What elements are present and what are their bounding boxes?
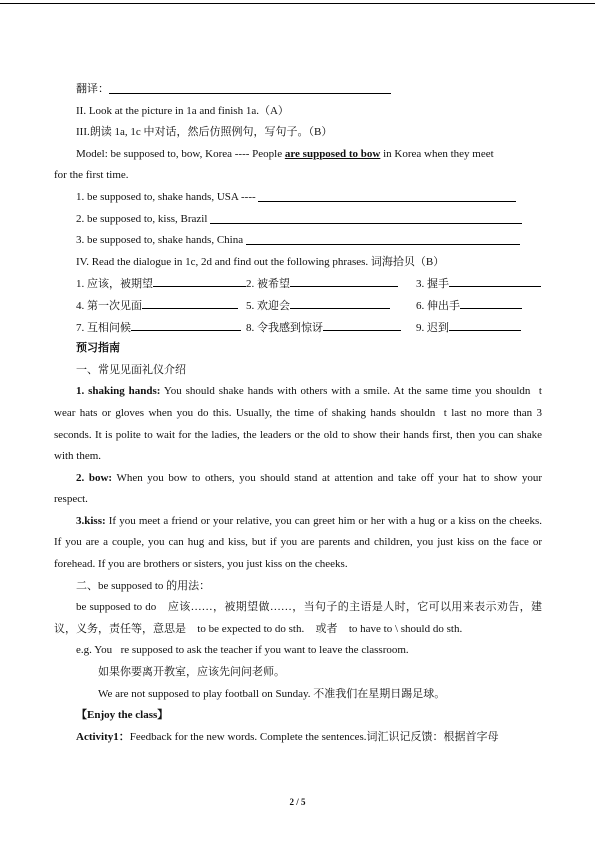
item-1-text: 1. be supposed to, shake hands, USA ---- — [76, 190, 256, 203]
paragraph-body: If you meet a friend or your relative, you can greet him or her with a hug or a kiss on the cheeks. If you are a couple, you can hug and kiss, but if you are parents and children, you just kiss on the face or forehead. If you are brothers or sisters, you just kiss on the cheeks. — [54, 514, 542, 571]
phrase-label: 6. 伸出手 — [416, 299, 460, 312]
paragraph-kiss — [54, 511, 542, 576]
phrase-label: 2. 被希望 — [246, 278, 290, 291]
section-1-heading: 一、常见见面礼仪介绍 — [76, 363, 186, 376]
task-4: IV. Read the dialogue in 1c, 2d and find out the following phrases. 词海拾贝（B） — [76, 255, 445, 268]
page-number: 2 / 5 — [289, 797, 306, 807]
translate-label: 翻译： — [76, 83, 109, 95]
document-page — [54, 79, 542, 748]
answer-blank[interactable] — [323, 317, 401, 331]
example-1: e.g. You re supposed to ask the teacher if you want to leave the classroom. — [76, 644, 409, 657]
paragraph-body: When you bow to others, you should stand at attention and take off your hat to show your respect. — [54, 471, 542, 506]
item-2-text: 2. be supposed to, kiss, Brazil — [76, 212, 208, 225]
item-3 — [54, 230, 542, 252]
phrase-label: 8. 令我感到惊讶 — [246, 321, 323, 334]
answer-blank[interactable] — [290, 273, 398, 287]
phrase-row — [54, 317, 542, 339]
answer-blank[interactable] — [258, 188, 516, 202]
translate-line — [54, 79, 542, 101]
phrase-label: 4. 第一次见面 — [76, 299, 142, 312]
task-3: III.朗读 1a, 1c 中对话，然后仿照例句，写句子。（B） — [76, 126, 333, 139]
phrase-label: 5. 欢迎会 — [246, 299, 290, 312]
usage-paragraph: be supposed to do  应该……，被期望做……，当句子的主语是人时，它可以用来表示劝告，建议，义务，责任等，意思是  to be expected to do sth.  或者  to have to \ should do sth.  — [54, 601, 542, 635]
answer-blank[interactable] — [142, 295, 238, 309]
paragraph-head: 1. shaking hands: — [76, 385, 161, 398]
phrase-label: 3. 握手 — [416, 278, 449, 291]
paragraph-head: 2. bow: — [76, 471, 113, 484]
activity-head: Activity1： — [76, 730, 130, 743]
answer-blank[interactable] — [246, 231, 520, 245]
paragraph-bow — [54, 468, 542, 511]
guide-title: 预习指南 — [76, 342, 120, 355]
phrase-label: 1. 应该，被期望 — [76, 278, 153, 291]
answer-blank[interactable] — [449, 273, 541, 287]
answer-blank[interactable] — [109, 80, 391, 94]
phrase-label: 9. 迟到 — [416, 321, 449, 334]
answer-blank[interactable] — [449, 317, 521, 331]
paragraph-head: 3.kiss: — [76, 514, 106, 527]
model-line — [54, 144, 542, 166]
model-suffix: in Korea when they meet — [380, 147, 494, 160]
phrase-label: 7. 互相问候 — [76, 321, 131, 334]
answer-blank[interactable] — [153, 273, 246, 287]
phrase-row — [54, 295, 542, 317]
paragraph-body: You should shake hands with others with a smile. At the same time you shouldn t wear hats or gloves when you do this. Usually, the time of shaking hands shouldn t last no more than 3 seconds. It is polite to wait for the ladies, the leaders or the old to show their hands first, then you can shake with them. — [54, 385, 542, 463]
answer-blank[interactable] — [290, 295, 390, 309]
model-prefix: Model: be supposed to, bow, Korea ---- People — [76, 147, 285, 160]
model-cont: for the first time. — [54, 169, 129, 182]
phrase-row — [54, 273, 542, 295]
model-bold: are supposed to bow — [284, 147, 381, 160]
task-2: II. Look at the picture in 1a and finish 1a.（A） — [76, 104, 289, 117]
paragraph-shaking-hands — [54, 381, 542, 467]
example-1-translation: 如果你要离开教室，应该先问问老师。 — [98, 666, 285, 679]
answer-blank[interactable] — [460, 295, 522, 309]
section-2-heading: 二、be supposed to 的用法： — [76, 579, 211, 592]
item-3-text: 3. be supposed to, shake hands, China — [76, 234, 244, 247]
item-1 — [54, 187, 542, 209]
top-rule — [0, 3, 595, 4]
answer-blank[interactable] — [131, 317, 241, 331]
example-2: We are not supposed to play football on Sunday. 不准我们在星期日踢足球。 — [98, 687, 446, 700]
item-2 — [54, 209, 542, 231]
activity-1 — [54, 727, 542, 749]
answer-blank[interactable] — [210, 210, 522, 224]
enjoy-class-title: 【Enjoy the class】 — [76, 709, 169, 722]
activity-body: Feedback for the new words. Complete the sentences.词汇识记反馈：根据首字母 — [129, 730, 499, 743]
